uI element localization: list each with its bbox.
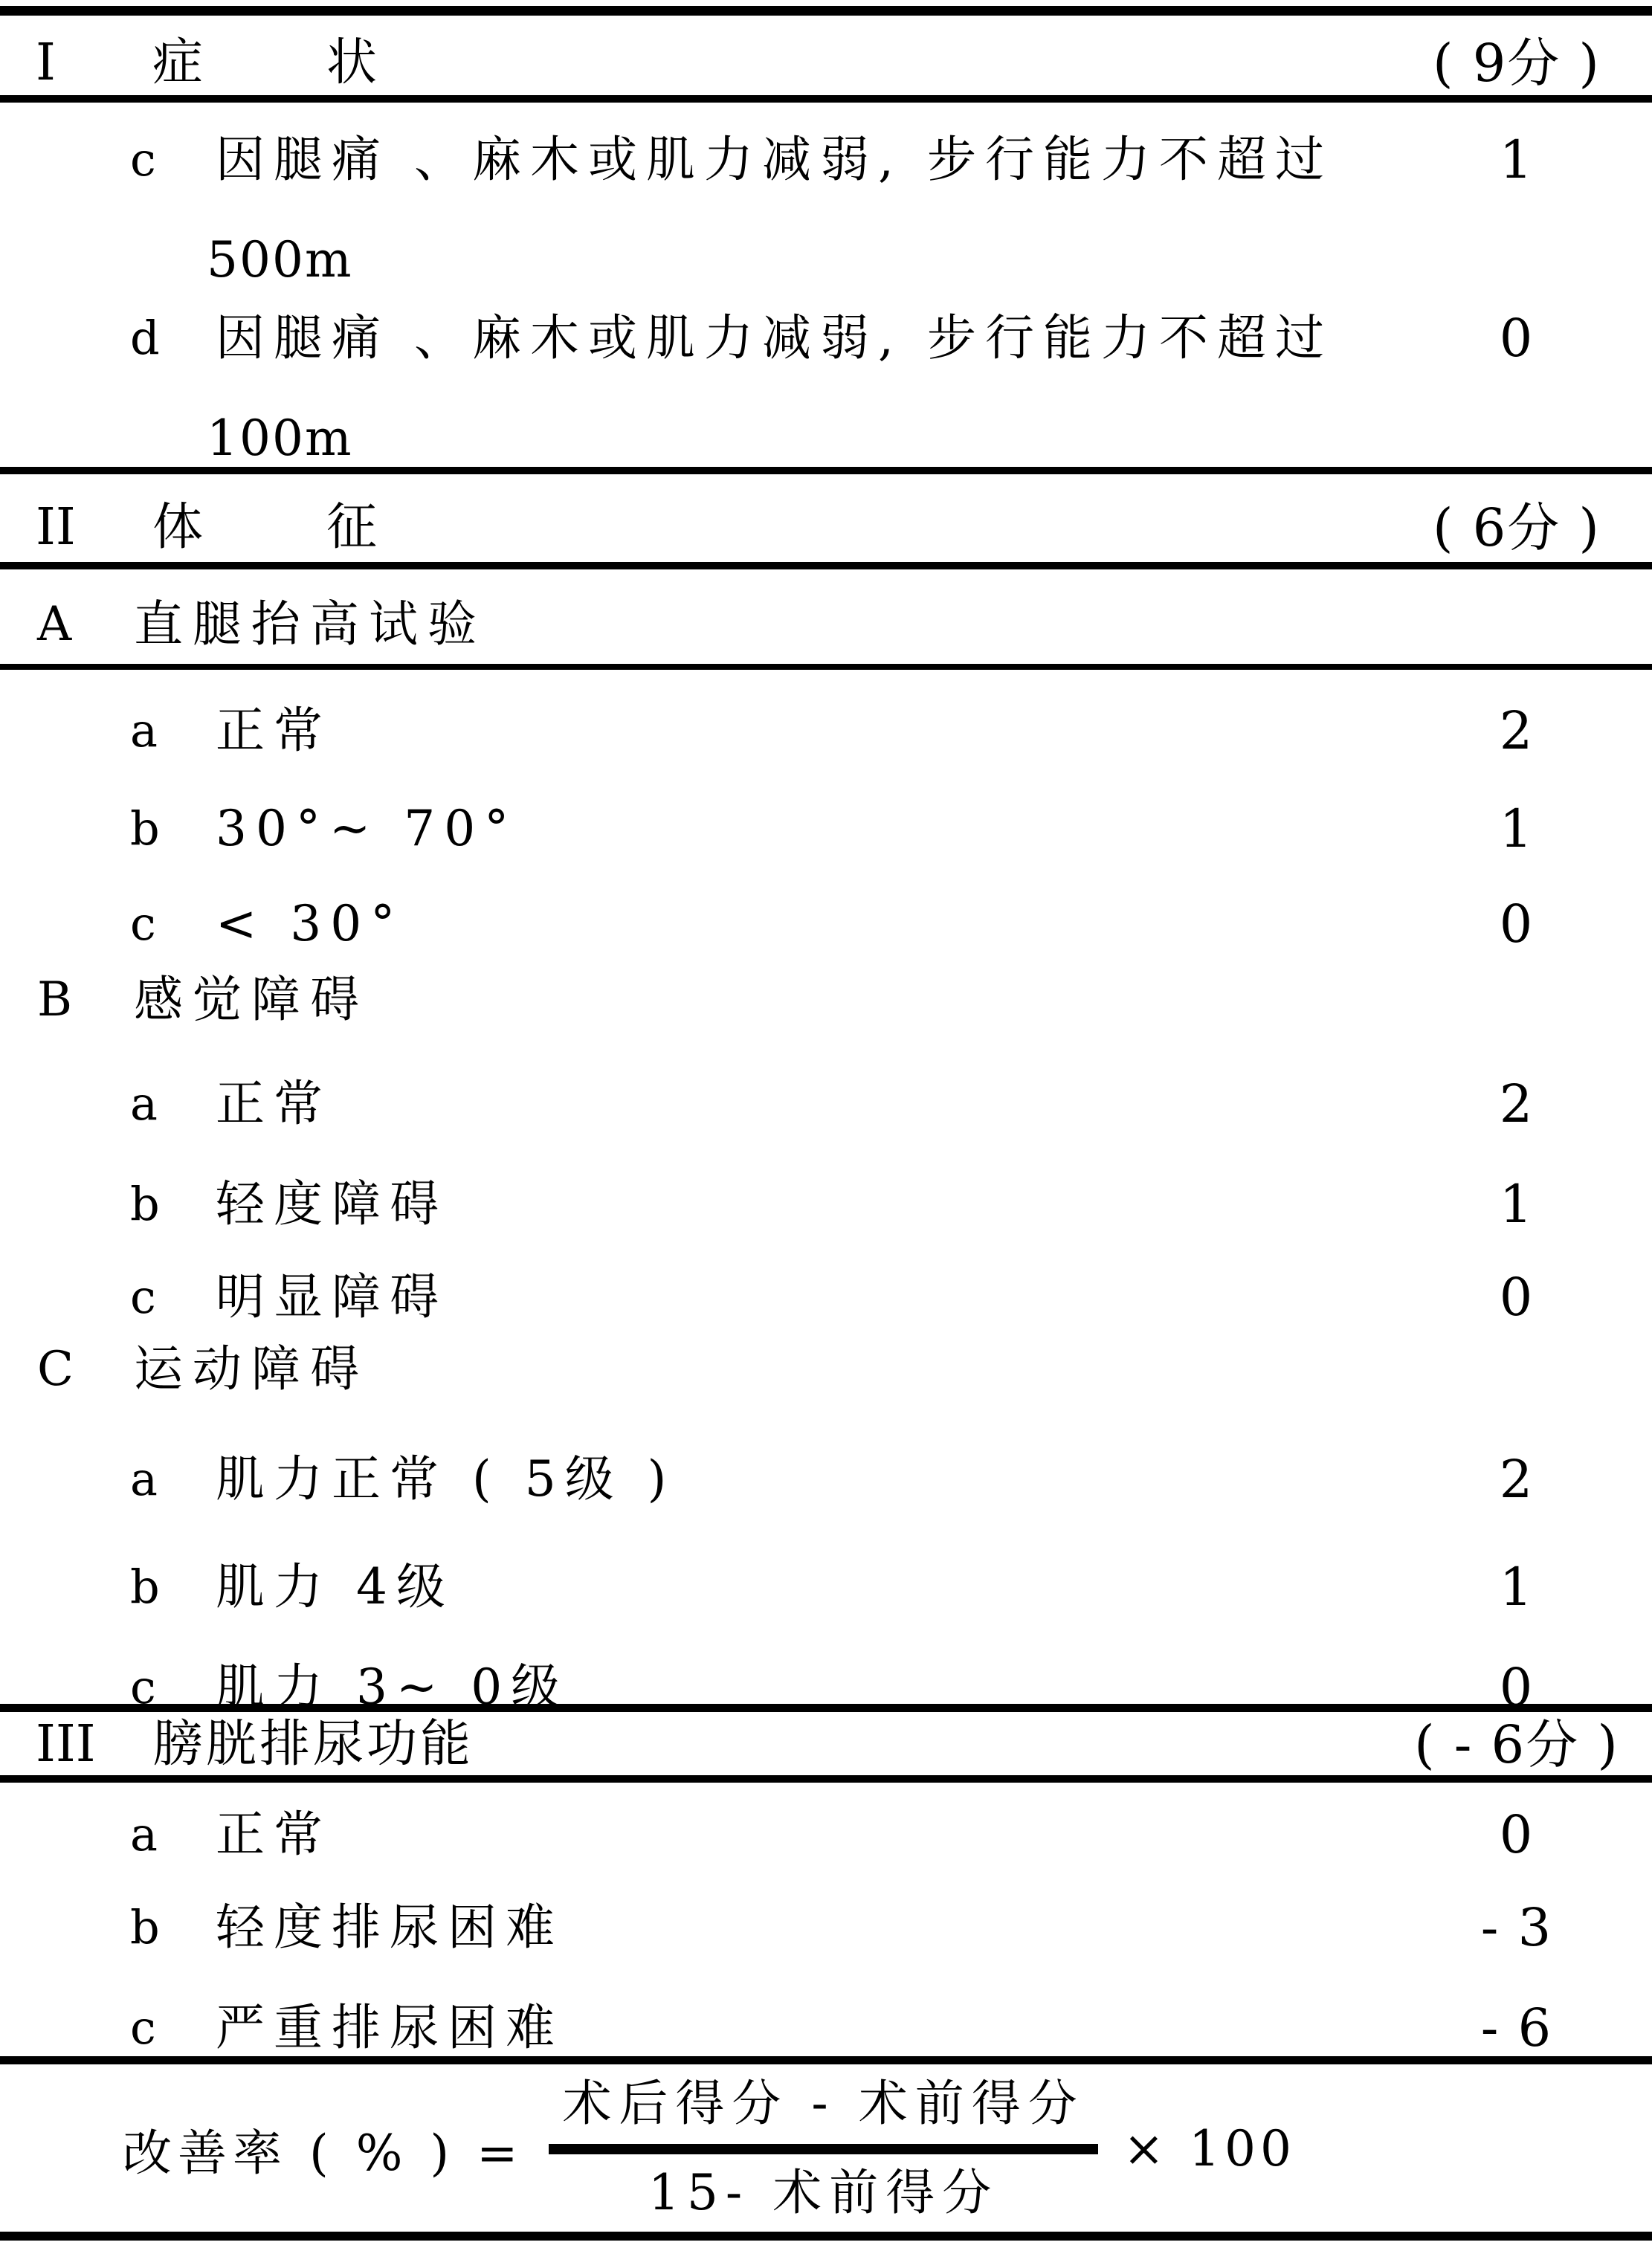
item-letter: b [130, 1177, 160, 1231]
item-text: 明显障碍 [216, 1268, 448, 1325]
item-letter: b [130, 1560, 160, 1614]
item-score: - 6 [1480, 1997, 1553, 2058]
item-text: 因腿痛 、麻木或肌力减弱, 步行能力不超过 [216, 309, 1333, 366]
group-letter: A [37, 597, 72, 652]
item-text: 肌力正常 ( 5级 ) [216, 1450, 676, 1508]
item-score: 1 [1499, 1557, 1535, 1618]
section2-header-row [0, 494, 1652, 561]
section2-numeral: II [36, 498, 76, 557]
item-score: 0 [1499, 308, 1535, 369]
item-text-continuation: 100m [207, 410, 353, 467]
item-text: 正常 [216, 1806, 332, 1863]
group-c-item-a-row [0, 1446, 1652, 1513]
horizontal-rule-bottom [0, 2232, 1652, 2241]
group-c-item-b-row [0, 1554, 1652, 1621]
formula-fraction [549, 2073, 1097, 2224]
group-a-item-b-row [0, 795, 1652, 862]
item-text: 严重排尿困难 [216, 1999, 564, 2056]
formula-multiplier: × 100 [1123, 2119, 1296, 2177]
section1-item-d-continuation-row [0, 405, 1652, 472]
item-text: 轻度障碍 [216, 1175, 448, 1233]
improvement-rate-formula [123, 2073, 1296, 2224]
item-text: < 30° [216, 895, 404, 952]
item-score: 0 [1499, 1657, 1535, 1718]
group-b-item-b-row [0, 1171, 1652, 1238]
item-score: - 3 [1480, 1897, 1553, 1958]
formula-numerator: 术后得分 - 术前得分 [549, 2073, 1097, 2154]
section1-item-c-continuation-row [0, 227, 1652, 294]
section3-item-a-row [0, 1801, 1652, 1868]
item-letter: d [130, 311, 160, 365]
item-text: 30°~ 70° [216, 800, 518, 857]
item-score: 0 [1499, 894, 1535, 955]
section1-item-d-row [0, 305, 1652, 372]
section3-header-row [0, 1711, 1652, 1778]
horizontal-rule-top [0, 6, 1652, 16]
item-score: 1 [1499, 129, 1535, 190]
item-letter: c [130, 2000, 156, 2055]
group-b-header-row [0, 966, 1652, 1033]
section1-header-row [0, 30, 1652, 97]
section3-max-score: ( - 6分 ) [1414, 1714, 1619, 1775]
group-a-item-a-row [0, 697, 1652, 764]
section1-title: 症 状 [152, 33, 385, 92]
group-title: 感觉障碍 [134, 971, 369, 1028]
section2-max-score: ( 6分 ) [1433, 497, 1601, 558]
item-text: 肌力 3~ 0级 [216, 1658, 570, 1716]
item-text: 正常 [216, 702, 332, 759]
section3-item-b-row [0, 1894, 1652, 1961]
item-letter: c [130, 897, 156, 951]
horizontal-rule-below-section2-header [0, 562, 1652, 569]
item-letter: a [130, 1807, 158, 1861]
item-text: 正常 [216, 1075, 332, 1132]
section1-numeral: I [36, 33, 56, 92]
item-letter: c [130, 132, 156, 187]
item-score: 2 [1499, 1073, 1535, 1134]
item-score: 2 [1499, 700, 1535, 761]
item-score: 0 [1499, 1804, 1535, 1865]
group-b-item-c-row [0, 1264, 1652, 1331]
item-letter: b [130, 801, 160, 856]
item-text: 因腿痛 、麻木或肌力减弱, 步行能力不超过 [216, 131, 1333, 188]
item-score: 0 [1499, 1267, 1535, 1328]
section2-title: 体 征 [152, 498, 385, 557]
group-b-item-a-row [0, 1070, 1652, 1137]
item-letter: c [130, 1270, 156, 1324]
group-title: 运动障碍 [134, 1340, 369, 1398]
group-a-item-c-row [0, 891, 1652, 957]
formula-denominator: 15- 术前得分 [648, 2164, 999, 2221]
item-letter: a [130, 1076, 158, 1131]
formula-lhs: 改善率 ( % ) = [123, 2124, 524, 2182]
group-letter: B [37, 972, 73, 1027]
item-text-continuation: 500m [207, 231, 353, 288]
item-text: 轻度排尿困难 [216, 1899, 564, 1956]
section1-max-score: ( 9分 ) [1433, 33, 1601, 94]
item-score: 1 [1499, 798, 1535, 859]
section3-title: 膀胱排尿功能 [152, 1715, 474, 1774]
section3-numeral: III [36, 1715, 96, 1774]
item-score: 2 [1499, 1449, 1535, 1510]
group-a-header-row [0, 591, 1652, 658]
item-letter: c [130, 1660, 156, 1714]
horizontal-rule-below-group-a-header [0, 664, 1652, 670]
section1-item-c-row [0, 126, 1652, 193]
group-c-header-row [0, 1336, 1652, 1403]
group-letter: C [37, 1342, 74, 1397]
item-score: 1 [1499, 1174, 1535, 1235]
section3-item-c-row [0, 1995, 1652, 2061]
item-letter: a [130, 703, 158, 758]
item-letter: a [130, 1452, 158, 1506]
group-title: 直腿抬高试验 [134, 595, 486, 653]
item-letter: b [130, 1900, 160, 1954]
item-text: 肌力 4级 [216, 1558, 454, 1615]
